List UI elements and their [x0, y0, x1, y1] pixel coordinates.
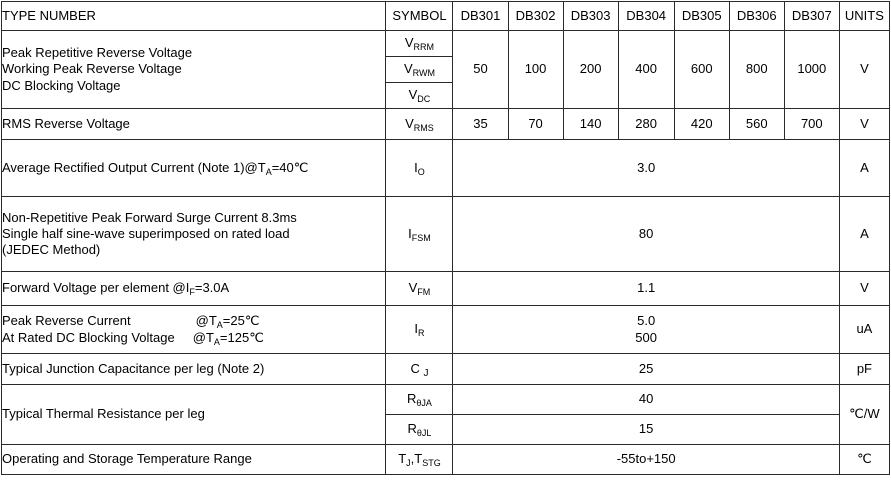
table-row [2, 140, 890, 197]
symbol-rthja: $R_{\theta JA}$ [386, 385, 453, 415]
table-row [2, 109, 890, 140]
header-part-db304: DB304 [618, 2, 674, 31]
param-line-at-rated-dc-blocking-voltage: At Rated DC Blocking Voltage $@T_A=125℃$ [2, 329, 264, 347]
param-operating-storage-temperature: Operating and Storage Temperature Range [2, 445, 386, 475]
param-peak-reverse-current-group [2, 306, 386, 354]
table-row [2, 445, 890, 475]
value-temperature-range: -55to+150 [453, 445, 839, 475]
header-part-db307: DB307 [784, 2, 839, 31]
unit-reverse-voltage: V [839, 31, 889, 109]
param-average-rectified-output-current [2, 140, 386, 197]
unit-thermal-resistance: ℃/W [839, 385, 889, 445]
header-part-db301: DB301 [453, 2, 508, 31]
param-line-surge-3: (JEDEC Method) [2, 242, 101, 258]
symbol-io: $I_O$ [386, 140, 453, 197]
value-ir-125c: 500 [635, 329, 657, 345]
unit-io: A [839, 140, 889, 197]
value-ir-group [453, 306, 839, 354]
unit-cj: pF [839, 354, 889, 385]
value-vrrm-db303: 200 [563, 31, 618, 109]
param-rms-reverse-voltage: RMS Reverse Voltage [2, 109, 386, 140]
value-vrms-db303: 140 [563, 109, 618, 140]
table-row [2, 306, 890, 354]
symbol-vfm: $V_{FM}$ [386, 272, 453, 306]
symbol-cj: C $_J$ [386, 354, 453, 385]
header-type-number: TYPE NUMBER [2, 2, 386, 31]
table-header-row [2, 2, 890, 31]
value-ir-25c: 5.0 [637, 313, 656, 329]
value-rthjl: 15 [453, 415, 839, 445]
param-line-dc-blocking-voltage: DC Blocking Voltage [2, 77, 121, 93]
value-vrms-db306: 560 [729, 109, 784, 140]
value-vrrm-db302: 100 [508, 31, 563, 109]
param-line-peak-reverse-current: Peak Reverse Current $@T_A=25℃$ [2, 313, 260, 331]
symbol-rthjl: $R_{\theta JL}$ [386, 415, 453, 445]
param-line-surge-2: Single half sine-wave superimposed on rated load [2, 225, 290, 241]
header-part-db303: DB303 [563, 2, 618, 31]
param-forward-voltage [2, 272, 386, 306]
param-junction-capacitance: Typical Junction Capacitance per leg (Note 2) [2, 354, 386, 385]
table-row [2, 197, 890, 272]
param-text-forward-voltage: Forward Voltage per element $@I_F=3.0A$ [2, 280, 230, 298]
value-vrrm-db306: 800 [729, 31, 784, 109]
symbol-ir: $I_R$ [386, 306, 453, 354]
table-row [2, 385, 890, 415]
unit-ifsm: A [839, 197, 889, 272]
value-rthja: 40 [453, 385, 839, 415]
param-thermal-resistance: Typical Thermal Resistance per leg [2, 385, 386, 445]
value-vrms-db305: 420 [674, 109, 729, 140]
value-cj: 25 [453, 354, 839, 385]
value-vrrm-db304: 400 [618, 31, 674, 109]
param-text-average-rectified-output-current: Average Rectified Output Current (Note $1)@T_A=40℃$ [2, 159, 309, 177]
header-units: UNITS [839, 2, 889, 31]
symbol-ifsm: $I_{FSM}$ [386, 197, 453, 272]
unit-temperature: ℃ [839, 445, 889, 475]
unit-vrms: V [839, 109, 889, 140]
param-surge-current-group [2, 197, 386, 272]
header-part-db302: DB302 [508, 2, 563, 31]
specifications-table [1, 1, 890, 475]
value-vrrm-db305: 600 [674, 31, 729, 109]
param-line-surge-1: Non-Repetitive Peak Forward Surge Current 8.3ms [2, 209, 297, 225]
param-reverse-voltage-group [2, 31, 386, 109]
value-vrrm-db307: 1000 [784, 31, 839, 109]
unit-ir: uA [839, 306, 889, 354]
table-row [2, 354, 890, 385]
value-ifsm: 80 [453, 197, 839, 272]
symbol-vrms: $V_{RMS}$ [386, 109, 453, 140]
table-row [2, 31, 890, 57]
unit-vfm: V [839, 272, 889, 306]
value-vrms-db301: 35 [453, 109, 508, 140]
param-line-working-peak-reverse-voltage: Working Peak Reverse Voltage [2, 61, 182, 77]
header-part-db306: DB306 [729, 2, 784, 31]
param-line-peak-repetitive-reverse-voltage: Peak Repetitive Reverse Voltage [2, 45, 193, 61]
symbol-vdc: $V_{DC}$ [386, 83, 453, 109]
symbol-tj-tstg: $T_J,T_{STG}$ [386, 445, 453, 475]
header-symbol: SYMBOL [386, 2, 453, 31]
header-part-db305: DB305 [674, 2, 729, 31]
symbol-vrwm: $V_{RWM}$ [386, 57, 453, 83]
symbol-vrrm: $V_{RRM}$ [386, 31, 453, 57]
value-vrms-db302: 70 [508, 109, 563, 140]
value-vrrm-db301: 50 [453, 31, 508, 109]
value-vrms-db304: 280 [618, 109, 674, 140]
value-vrms-db307: 700 [784, 109, 839, 140]
value-io: 3.0 [453, 140, 839, 197]
value-vfm: 1.1 [453, 272, 839, 306]
table-row [2, 272, 890, 306]
